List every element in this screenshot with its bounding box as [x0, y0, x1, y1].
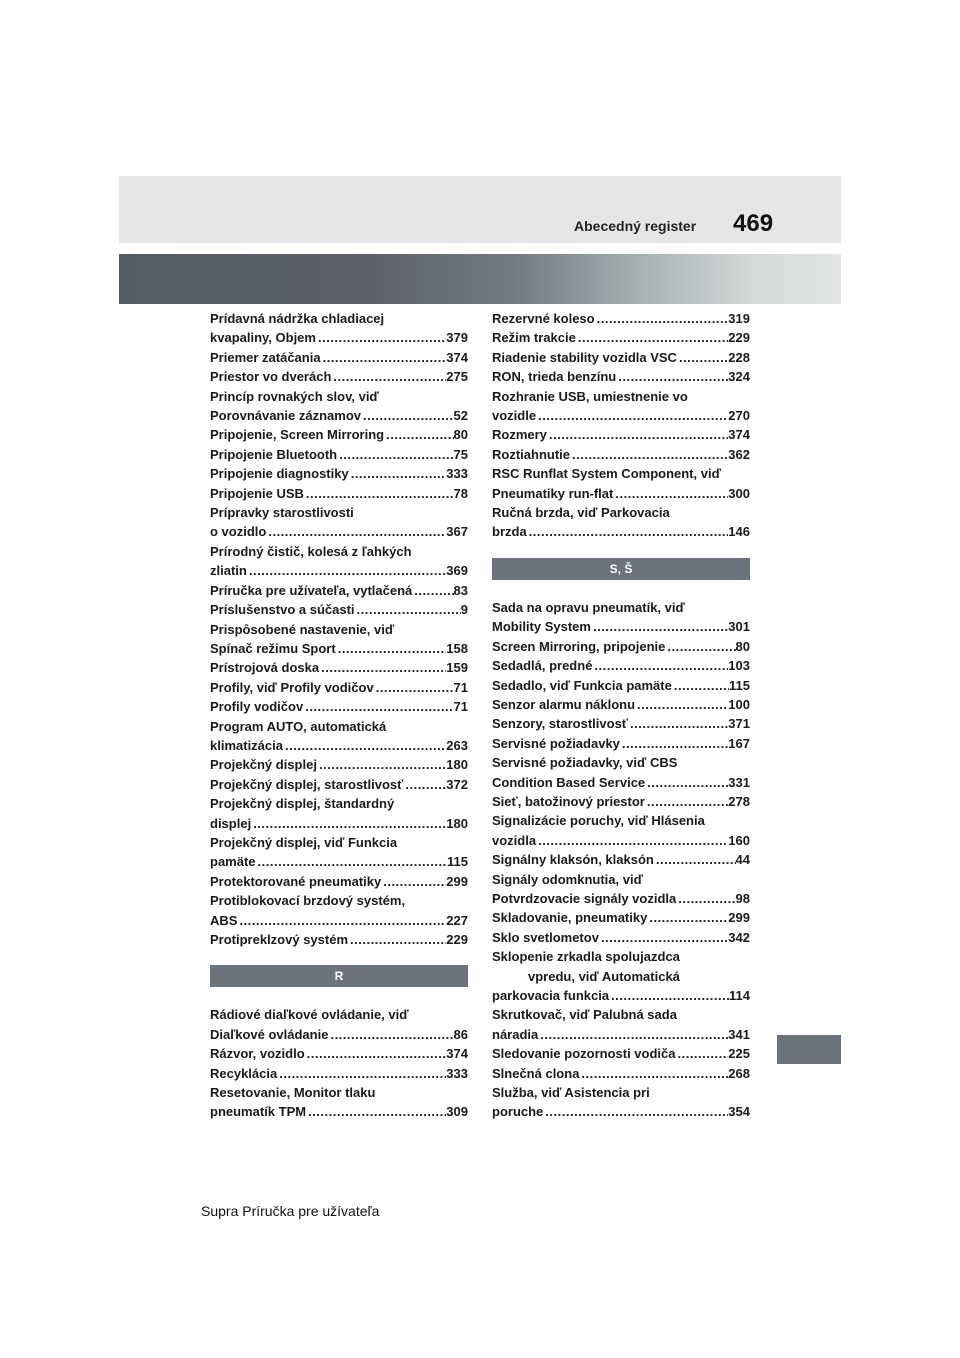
index-entry-page: 167: [728, 735, 750, 751]
index-entry: [492, 792, 750, 811]
index-entry-term: o vozidlo: [210, 524, 267, 540]
index-entry: [492, 328, 750, 347]
index-entry-page: 75: [453, 446, 468, 462]
index-entry-page: 9: [460, 602, 468, 618]
index-entry: [492, 734, 750, 753]
index-entry-line: vpredu, viď Automatická: [528, 968, 680, 984]
leader-dots: [628, 714, 728, 733]
index-entry: [210, 755, 468, 774]
index-entry-term: Pneumatiky run-flat: [492, 485, 614, 501]
index-entry-page: 229: [728, 330, 750, 346]
index-entry-page: 270: [728, 408, 750, 424]
index-entry-term: Pripojenie USB: [210, 485, 304, 501]
index-entry-page: 342: [728, 929, 750, 945]
leader-dots: [538, 1025, 728, 1044]
index-entry-page: 354: [728, 1104, 750, 1120]
index-group-s: [492, 598, 750, 1122]
index-entry-term: Condition Based Service: [492, 774, 646, 790]
leader-dots: [645, 773, 728, 792]
index-entry-page: 275: [446, 369, 468, 385]
index-entry-term: Sklo svetlometov: [492, 929, 599, 945]
index-entry-term: Recyklácia: [210, 1065, 278, 1081]
index-entry: [210, 872, 468, 891]
index-entry-page: 158: [446, 640, 468, 656]
index-entry: [492, 637, 750, 656]
index-entry-term: vozidle: [492, 408, 537, 424]
index-entry-term: Senzory, starostlivosť: [492, 716, 629, 732]
index-entry-term: Pripojenie diagnostiky: [210, 466, 349, 482]
leader-dots: [591, 617, 728, 636]
index-entry-page: 52: [453, 408, 468, 424]
leader-dots: [256, 852, 447, 871]
index-entry-line: Projekčný displej, štandardný: [210, 796, 395, 812]
index-entry: [210, 581, 468, 600]
index-entry: [210, 794, 468, 833]
index-entry-term: Senzor alarmu náklonu: [492, 696, 636, 712]
index-entry-line: Ručná brzda, viď Parkovacia: [492, 505, 670, 521]
index-entry-term: kvapaliny, Objem: [210, 330, 316, 346]
index-entry: [210, 697, 468, 716]
index-entry-page: 367: [446, 524, 468, 540]
index-entry-term: Príručka pre užívateľa, vytlačená: [210, 582, 413, 598]
index-entry-page: 71: [453, 679, 468, 695]
index-entry-line: Služba, viď Asistencia pri: [492, 1085, 650, 1101]
index-entry-page: 333: [446, 1065, 468, 1081]
index-entry-term: Sedadlo, viď Funkcia pamäte: [492, 677, 672, 693]
leader-dots: [337, 445, 453, 464]
index-entry-page: 341: [728, 1026, 750, 1042]
index-column-left: [210, 309, 468, 1122]
index-entry-page: 100: [728, 696, 750, 712]
index-entry-page: 319: [728, 311, 750, 326]
index-entry-term: Roztiahnutie: [492, 446, 570, 462]
index-entry-page: 80: [735, 638, 750, 654]
index-entry: [492, 656, 750, 675]
index-entry: [492, 1044, 750, 1063]
index-entry-page: 362: [728, 446, 750, 462]
page-header-title: Abecedný register: [574, 218, 697, 234]
leader-dots: [536, 406, 728, 425]
index-entry-page: 103: [728, 658, 750, 674]
leader-dots: [620, 734, 728, 753]
leader-dots: [374, 678, 454, 697]
index-entry-line: Prispôsobené nastavenie, viď: [210, 621, 395, 637]
index-entry-term: Servisné požiadavky: [492, 735, 620, 751]
leader-dots: [237, 911, 446, 930]
index-entry: [210, 1005, 468, 1044]
index-entry: [492, 464, 750, 503]
index-entry-term: Priemer zatáčania: [210, 349, 321, 365]
index-entry-line: Prípravky starostlivosti: [210, 505, 354, 521]
leader-dots: [576, 328, 728, 347]
index-entry-term: Rázvor, vozidlo: [210, 1046, 305, 1062]
leader-dots: [283, 736, 446, 755]
index-entry-page: 71: [453, 699, 468, 715]
index-entry-line: Prírodný čistič, kolesá z ľahkých: [210, 543, 412, 559]
leader-dots: [635, 695, 728, 714]
index-entry-page: 278: [728, 793, 750, 809]
index-entry: [492, 928, 750, 947]
section-header-s: S, Š: [492, 558, 750, 580]
index-entry: [492, 947, 750, 1005]
index-entry: [210, 1083, 468, 1122]
index-entry-line: Servisné požiadavky, viď CBS: [492, 755, 678, 771]
index-entry-line: Skrutkovač, viď Palubná sada: [492, 1007, 677, 1023]
index-group-r-continued: [492, 309, 750, 542]
chapter-side-tab: [777, 1035, 841, 1064]
page-footer: Supra Príručka pre užívateľa: [201, 1203, 380, 1219]
leader-dots: [331, 367, 446, 386]
index-entry-page: 160: [728, 832, 750, 848]
index-entry: [492, 367, 750, 386]
index-entry-page: 159: [446, 660, 468, 676]
index-entry: [492, 348, 750, 367]
index-entry-line: Program AUTO, automatická: [210, 718, 387, 734]
index-entry-page: 146: [728, 524, 750, 540]
leader-dots: [599, 928, 728, 947]
leader-dots: [543, 1102, 728, 1121]
leader-dots: [677, 348, 728, 367]
leader-dots: [349, 464, 447, 483]
leader-dots: [547, 425, 728, 444]
index-entry-line: Rozhranie USB, umiestnenie vo: [492, 388, 688, 404]
index-entry-page: 83: [453, 582, 468, 598]
index-entry: [210, 1044, 468, 1063]
index-entry-term: Priestor vo dverách: [210, 369, 332, 385]
index-entry-term: brzda: [492, 524, 527, 540]
index-entry: [210, 891, 468, 930]
index-entry-page: 374: [728, 427, 750, 443]
index-entry-page: 301: [728, 619, 750, 635]
index-entry: [210, 1064, 468, 1083]
index-entry-page: 263: [446, 737, 468, 753]
index-entry-page: 114: [729, 988, 750, 1003]
index-entry-term: vozidla: [492, 832, 537, 848]
index-entry-term: náradia: [492, 1026, 539, 1042]
header-gradient-band: [119, 254, 841, 304]
index-entry-term: Prístrojová doska: [210, 660, 320, 676]
index-entry-term: RON, trieda benzínu: [492, 369, 617, 385]
index-entry-term: Diaľkové ovládanie: [210, 1026, 329, 1042]
leader-dots: [570, 445, 728, 464]
leader-dots: [616, 367, 728, 386]
index-entry: [210, 600, 468, 619]
leader-dots: [613, 484, 728, 503]
index-entry-line: Rádiové diaľkové ovládanie, viď: [210, 1007, 409, 1023]
leader-dots: [647, 908, 728, 927]
index-entry-term: displej: [210, 815, 252, 831]
leader-dots: [266, 522, 446, 541]
index-entry-line: Sada na opravu pneumatík, viď: [492, 599, 685, 615]
index-entry-term: Projekčný displej: [210, 757, 317, 773]
leader-dots: [277, 1064, 446, 1083]
index-entry: [492, 695, 750, 714]
index-group-r: [210, 1005, 468, 1121]
index-entry: [210, 620, 468, 659]
index-entry-line: Princíp rovnakých slov, viď: [210, 388, 379, 404]
index-entry-page: 225: [728, 1046, 750, 1062]
index-entry-term: Protipreklzový systém: [210, 932, 349, 947]
index-entry-term: Spínač režimu Sport: [210, 640, 336, 656]
leader-dots: [654, 850, 736, 869]
index-entry-page: 115: [447, 854, 468, 870]
leader-dots: [336, 639, 447, 658]
index-entry-term: Riadenie stability vozidla VSC: [492, 349, 677, 365]
index-entry-line: Projekčný displej, viď Funkcia: [210, 834, 398, 850]
leader-dots: [361, 406, 454, 425]
index-entry-term: Signálny klaksón, klaksón: [492, 852, 654, 868]
index-entry-term: parkovacia funkcia: [492, 988, 610, 1003]
index-entry-term: zliatin: [210, 563, 247, 579]
index-entry-page: 229: [446, 932, 468, 947]
index-entry-page: 86: [453, 1026, 468, 1042]
leader-dots: [328, 1025, 453, 1044]
leader-dots: [381, 872, 446, 891]
index-entry: [492, 714, 750, 733]
index-entry-line: RSC Runflat System Component, viď: [492, 466, 721, 482]
section-header-r: R: [210, 965, 468, 987]
index-entry: [492, 753, 750, 792]
index-entry-term: Porovnávanie záznamov: [210, 408, 361, 424]
index-entry: [210, 348, 468, 367]
page-number: 469: [733, 210, 774, 237]
leader-dots: [675, 1044, 728, 1063]
index-entry-term: Screen Mirroring, pripojenie: [492, 638, 666, 654]
leader-dots: [592, 656, 728, 675]
leader-dots: [348, 930, 446, 949]
leader-dots: [403, 775, 446, 794]
index-entry-term: Rezervné koleso: [492, 311, 595, 326]
index-entry-line: Signály odomknutia, viď: [492, 871, 643, 887]
index-entry-page: 98: [735, 890, 750, 906]
index-entry: [210, 503, 468, 542]
index-entry: [492, 1064, 750, 1083]
index-entry-page: 299: [446, 873, 468, 889]
index-entry: [210, 484, 468, 503]
index-entry-term: Sledovanie pozornosti vodiča: [492, 1046, 676, 1062]
index-entry-page: 371: [728, 716, 750, 732]
index-entry-page: 333: [446, 466, 468, 482]
leader-dots: [665, 637, 735, 656]
index-entry: [210, 387, 468, 426]
index-entry: [210, 717, 468, 756]
index-entry-page: 228: [728, 349, 750, 365]
index-entry-page: 180: [446, 815, 468, 831]
index-entry: [492, 908, 750, 927]
leader-dots: [305, 1044, 447, 1063]
leader-dots: [384, 425, 453, 444]
index-entry: [492, 598, 750, 637]
index-entry-term: Pripojenie Bluetooth: [210, 446, 338, 462]
index-entry-term: Rozmery: [492, 427, 547, 443]
index-entry: [492, 445, 750, 464]
index-entry-term: Profily vodičov: [210, 699, 304, 715]
index-entry: [210, 367, 468, 386]
index-entry-term: Režim trakcie: [492, 330, 576, 346]
index-entry: [210, 658, 468, 677]
leader-dots: [536, 831, 728, 850]
index-entry: [492, 387, 750, 426]
index-entry-term: Mobility System: [492, 619, 591, 635]
index-entry-line: Sklopenie zrkadla spolujazdca: [492, 949, 680, 965]
leader-dots: [247, 561, 446, 580]
index-entry-term: Profily, viď Profily vodičov: [210, 679, 374, 695]
index-entry: [492, 1005, 750, 1044]
index-entry-line: Signalizácie poruchy, viď Hlásenia: [492, 813, 705, 829]
index-entry: [210, 542, 468, 581]
index-entry-line: Resetovanie, Monitor tlaku: [210, 1085, 376, 1101]
index-entry-page: 80: [453, 427, 468, 443]
index-entry: [210, 833, 468, 872]
leader-dots: [321, 348, 447, 367]
index-entry: [492, 309, 750, 328]
index-entry-page: 300: [728, 485, 750, 501]
index-entry: [492, 870, 750, 909]
index-entry-page: 180: [446, 757, 468, 773]
index-entry: [210, 309, 468, 348]
index-group-p: [210, 309, 468, 949]
index-entry-line: Prídavná nádržka chladiacej: [210, 311, 385, 326]
index-entry: [492, 425, 750, 444]
index-entry: [492, 503, 750, 542]
index-entry: [210, 930, 468, 949]
leader-dots: [317, 755, 446, 774]
leader-dots: [527, 522, 729, 541]
index-entry-page: 374: [446, 349, 468, 365]
index-entry-page: 331: [728, 774, 750, 790]
index-entry: [210, 445, 468, 464]
index-entry: [210, 678, 468, 697]
leader-dots: [306, 1102, 446, 1121]
index-entry-line: Protiblokovací brzdový systém,: [210, 893, 406, 909]
index-entry: [210, 775, 468, 794]
index-entry-page: 78: [453, 485, 468, 501]
leader-dots: [251, 814, 446, 833]
index-entry: [210, 464, 468, 483]
leader-dots: [676, 889, 735, 908]
index-entry-term: Slnečná clona: [492, 1065, 580, 1081]
leader-dots: [355, 600, 461, 619]
index-entry: [210, 425, 468, 444]
index-entry-page: 379: [446, 330, 468, 346]
index-entry-term: Protektorované pneumatiky: [210, 873, 382, 889]
index-entry-page: 324: [728, 369, 750, 385]
index-entry-term: ABS: [210, 912, 238, 928]
index-entry-term: Príslušenstvo a súčasti: [210, 602, 355, 618]
leader-dots: [412, 581, 453, 600]
leader-dots: [304, 484, 454, 503]
index-entry-term: Projekčný displej, starostlivosť: [210, 776, 404, 792]
index-entry: [492, 1083, 750, 1122]
leader-dots: [595, 309, 729, 328]
index-entry-term: Sedadlá, predné: [492, 658, 593, 674]
index-entry-page: 374: [446, 1046, 468, 1062]
leader-dots: [645, 792, 728, 811]
index-entry-term: Skladovanie, pneumatiky: [492, 910, 648, 926]
index-entry-page: 372: [446, 776, 468, 792]
leader-dots: [303, 697, 453, 716]
index-entry-term: Potvrdzovacie signály vozidla: [492, 890, 677, 906]
index-column-right: [492, 309, 750, 1122]
leader-dots: [579, 1064, 728, 1083]
index-entry: [492, 811, 750, 850]
index-entry-term: Pripojenie, Screen Mirroring: [210, 427, 385, 443]
index-entry: [492, 676, 750, 695]
leader-dots: [316, 328, 446, 347]
index-entry-page: 309: [446, 1104, 468, 1120]
leader-dots: [319, 658, 446, 677]
index-entry-page: 44: [735, 852, 750, 868]
index-entry: [492, 850, 750, 869]
index-entry-term: poruche: [492, 1104, 544, 1120]
index-entry-page: 369: [446, 563, 468, 579]
index-entry-page: 115: [729, 677, 750, 693]
index-entry-term: klimatizácia: [210, 737, 283, 753]
leader-dots: [672, 676, 729, 695]
index-entry-page: 268: [728, 1065, 750, 1081]
index-entry-term: Sieť, batožinový priestor: [492, 793, 645, 809]
index-entry-page: 299: [728, 910, 750, 926]
leader-dots: [609, 986, 729, 1005]
index-entry-page: 227: [446, 912, 468, 928]
index-entry-term: pneumatík TPM: [210, 1104, 307, 1120]
index-entry-term: pamäte: [210, 854, 256, 870]
